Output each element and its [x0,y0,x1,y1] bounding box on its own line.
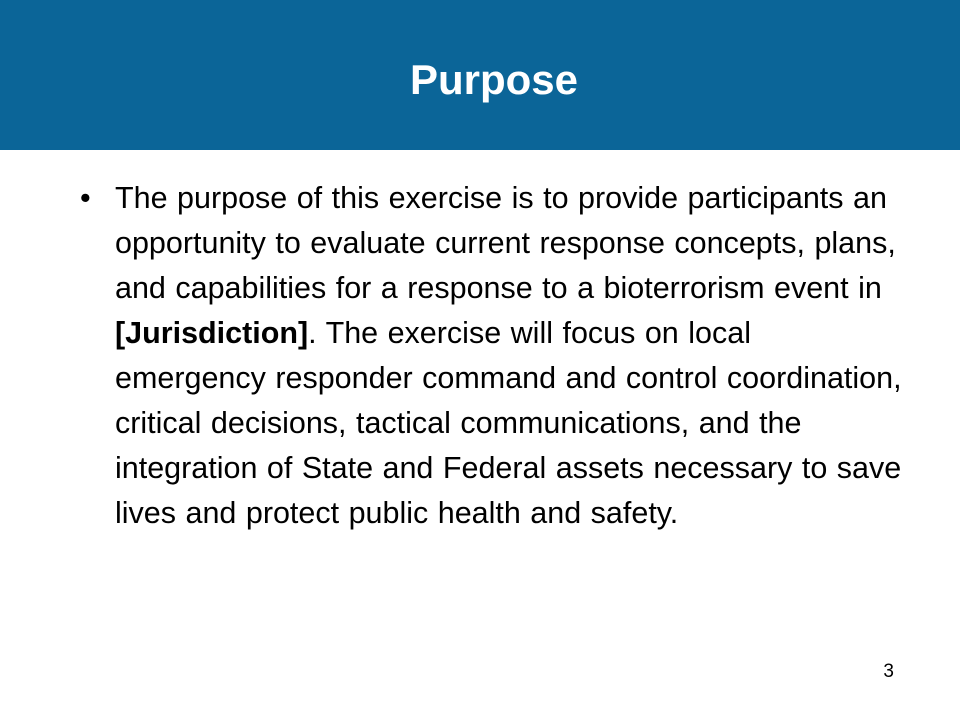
bullet-list [0,176,960,536]
jurisdiction-placeholder: [Jurisdiction] [115,316,309,350]
bullet-item [0,176,960,536]
page-number: 3 [883,661,894,682]
body-text-before: The purpose of this exercise is to provide participants an opportunity to evaluate current response concepts, plans, and capabilities for a response to a bioterrorism event in [115,181,896,305]
body-text-after: . The exercise will focus on local emergency responder command and control coordination, critical decisions, tactical communications, and the integration of State and Federal assets necessary to save lives and protect public health and safety. [115,316,902,530]
title-bar [0,0,960,150]
bullet-icon: • [80,181,91,215]
slide-title: Purpose [409,56,579,103]
